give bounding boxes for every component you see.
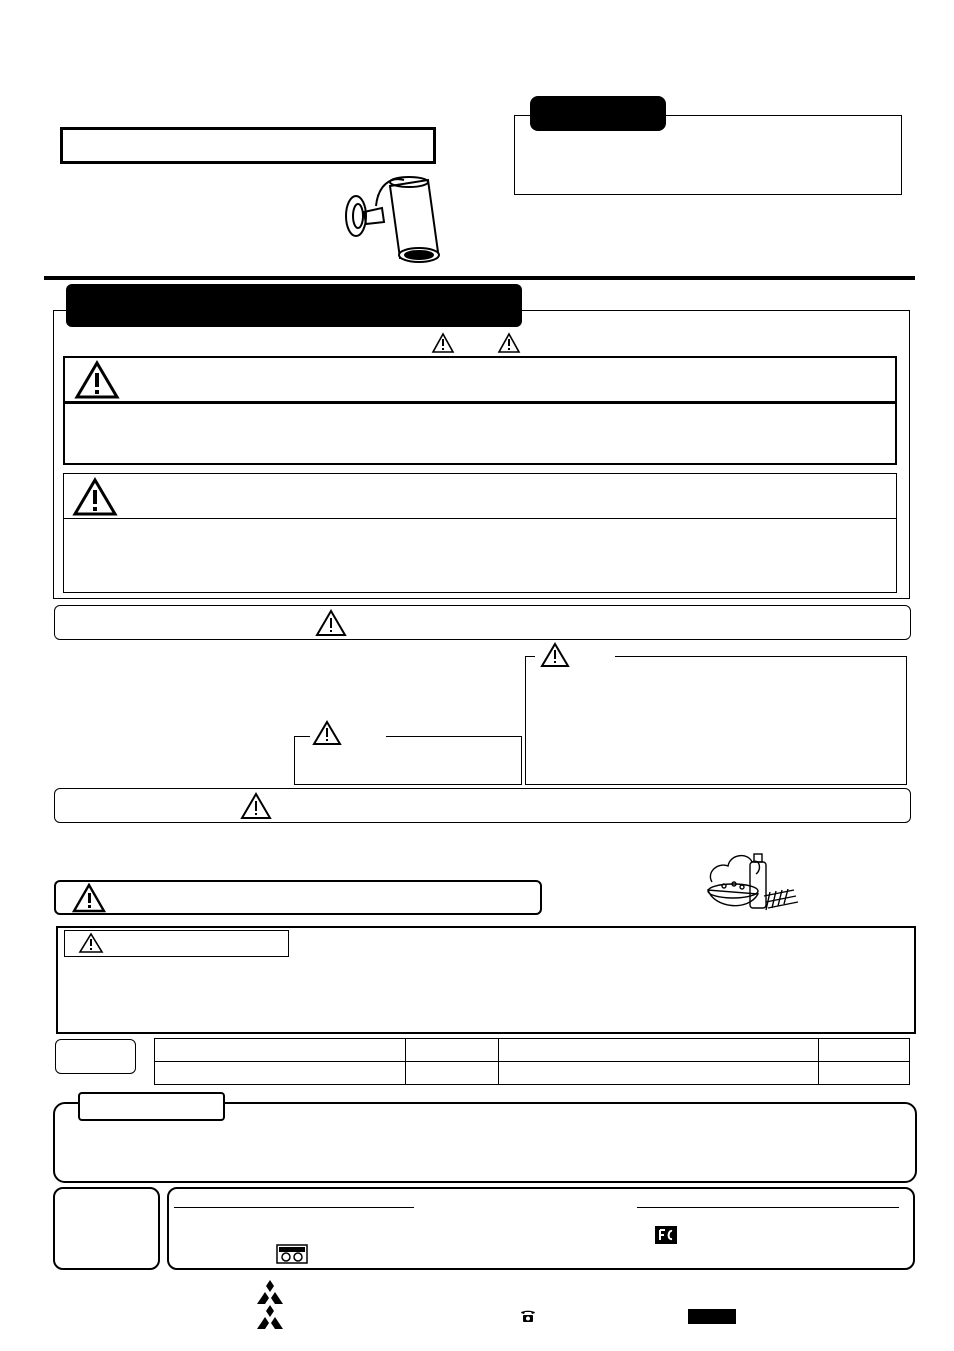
warning-header-row [63, 356, 897, 403]
table-cell [498, 1039, 818, 1062]
service-box-label [78, 1092, 225, 1121]
warning-triangle-icon [315, 609, 347, 637]
maintenance-heading-bar [54, 788, 911, 823]
caution-header-row [63, 473, 897, 519]
telephone-icon [520, 1309, 536, 1323]
caution-triangle-icon [78, 932, 104, 954]
caution-triangle-icon [312, 720, 342, 746]
cleaning-caution-heading [54, 880, 542, 915]
contact-label-box [53, 1187, 160, 1270]
table-cell [498, 1062, 818, 1085]
table-row [155, 1039, 910, 1062]
caution-body [63, 519, 897, 593]
warning-triangle-icon [240, 792, 272, 820]
table-cell [405, 1062, 498, 1085]
free-dial-icon [276, 1244, 308, 1264]
safety-section-heading [66, 284, 522, 327]
panel-top-line [294, 736, 310, 737]
caution-triangle-icon [540, 642, 570, 668]
table-row [155, 1062, 910, 1085]
warning-triangle-icon [431, 332, 455, 354]
warning-body [63, 403, 897, 465]
fax-icon [655, 1226, 677, 1244]
cleaning-supplies-icon [704, 842, 800, 916]
notice-box-heading [530, 96, 666, 131]
caution-triangle-icon [72, 883, 106, 913]
caution-triangle-icon [72, 477, 118, 517]
spec-table-wrap [154, 1038, 910, 1085]
contact-divider-right [637, 1207, 899, 1208]
panel-top-line [386, 736, 522, 737]
installation-heading-bar [54, 605, 911, 640]
panel-top-line [525, 656, 535, 657]
table-cell [818, 1062, 909, 1085]
panel-top-line [615, 656, 907, 657]
warning-triangle-icon [74, 360, 120, 400]
contact-divider-left [174, 1207, 414, 1208]
caution-triangle-icon [497, 332, 521, 354]
spec-label-box [55, 1039, 136, 1074]
dark-label-block [688, 1309, 736, 1324]
spotlight-fixture-icon [338, 168, 448, 264]
three-diamonds-logo-icon [256, 1280, 284, 1304]
table-cell [155, 1062, 406, 1085]
table-cell [818, 1039, 909, 1062]
three-diamonds-logo-icon [256, 1305, 284, 1329]
spec-table [154, 1038, 910, 1085]
table-cell [155, 1039, 406, 1062]
installation-caution-panel [525, 656, 907, 785]
product-name-frame [60, 127, 436, 164]
header-divider [44, 276, 915, 280]
table-cell [405, 1039, 498, 1062]
